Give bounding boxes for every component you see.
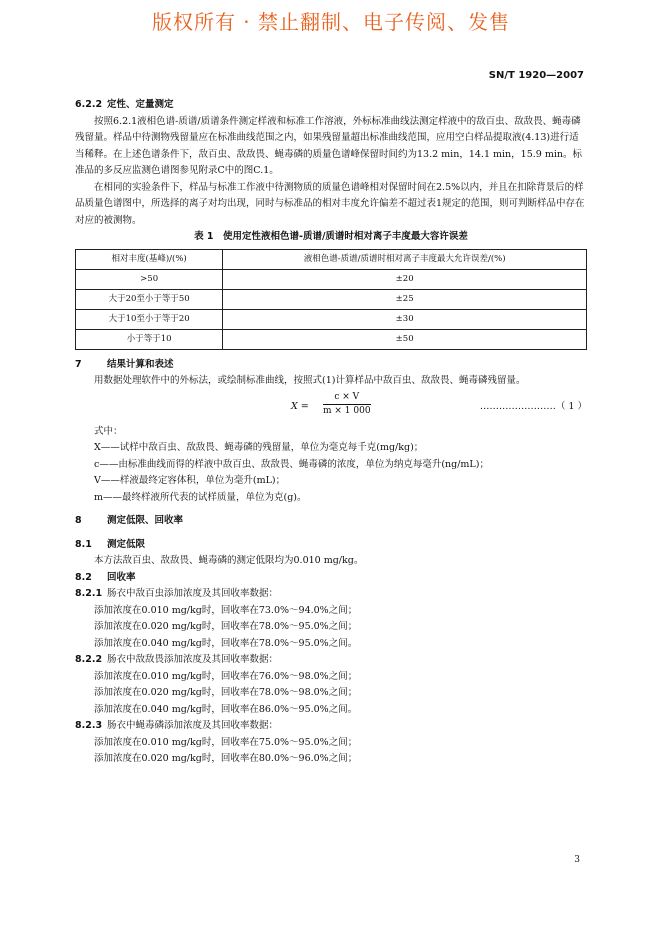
section-title: 定性、定量测定 (107, 99, 174, 110)
table-cell: >50 (76, 269, 223, 289)
section-heading-8-1 (75, 537, 587, 554)
variable-definition: c——由标准曲线而得的样液中敌百虫、敌敌畏、蝇毒磷的浓度，单位为纳克每毫升(ng/mL)； (94, 458, 489, 470)
formula-numerator: c × V (323, 391, 371, 405)
recovery-line: 添加浓度在0.020 mg/kg时，回收率在78.0%～95.0%之间； (94, 621, 358, 632)
table-header-cell: 液相色谱-质谱/质谱时相对离子丰度最大允许误差/(%) (223, 249, 587, 269)
table-row (76, 309, 587, 329)
subsection-heading-8-2-2 (75, 652, 587, 669)
section-number: 6.2.2 (75, 99, 103, 110)
formula-lhs: X = (291, 400, 309, 412)
paragraph: 在相同的实验条件下，样品与标准工作液中待测物质的质量色谱峰相对保留时间在2.5%以内，并且在扣除背景后的样品质量色谱图中，所选择的离子对均出现，同时与标准品的相对丰度允许偏差不超过表1规定的范围，则可判断样品中存在对应的被测物。 (75, 181, 585, 226)
table-header-cell: 相对丰度(基峰)/(%) (76, 249, 223, 269)
section-number: 8.2.1 (75, 588, 103, 599)
formula-label: ……………………（ 1 ） (479, 400, 587, 412)
table-cell: ±30 (223, 309, 587, 329)
section-number: 7 (75, 358, 82, 370)
recovery-line: 添加浓度在0.010 mg/kg时，回收率在76.0%～98.0%之间； (94, 670, 358, 682)
section-heading-7 (75, 357, 587, 374)
section-title: 回收率 (107, 571, 136, 583)
section-number: 8.2.2 (75, 654, 103, 665)
table-row (76, 289, 587, 309)
table-caption: 表 1 使用定性液相色谱-质谱/质谱时相对离子丰度最大容许误差 (194, 231, 468, 242)
table-cell: 小于等于10 (76, 329, 223, 349)
table-cell: 大于20至小于等于50 (76, 289, 223, 309)
formula-denominator: m × 1 000 (323, 405, 371, 416)
recovery-line: 添加浓度在0.040 mg/kg时，回收率在86.0%～95.0%之间。 (94, 703, 358, 715)
page-number: 3 (574, 855, 580, 865)
recovery-line: 添加浓度在0.020 mg/kg时，回收率在78.0%～98.0%之间； (94, 687, 358, 698)
section-number: 8.1 (75, 538, 92, 550)
copyright-watermark: 版权所有 · 禁止翻制、电子传阅、发售 (151, 10, 511, 34)
section-title: 测定低限、回收率 (107, 515, 184, 526)
table-cell: ±25 (223, 289, 587, 309)
table-row (76, 329, 587, 349)
recovery-line: 添加浓度在0.020 mg/kg时，回收率在80.0%～96.0%之间； (94, 753, 358, 764)
variable-definition: m——最终样液所代表的试样质量，单位为克(g)。 (94, 491, 307, 503)
section-number: 8.2 (75, 571, 92, 583)
table-row (76, 269, 587, 289)
subsection-title: 肠衣中敌百虫添加浓度及其回收率数据： (107, 588, 279, 599)
recovery-line: 添加浓度在0.040 mg/kg时，回收率在78.0%～95.0%之间。 (94, 637, 358, 649)
variable-definition: V——样液最终定容体积，单位为毫升(mL)； (94, 475, 286, 486)
paragraph: 用数据处理软件中的外标法，或绘制标准曲线，按照式(1)计算样品中敌百虫、敌敌畏、蝇毒磷残留量。 (94, 375, 526, 386)
where-label: 式中： (94, 425, 123, 437)
subsection-title: 肠衣中敌敌畏添加浓度及其回收率数据： (107, 654, 279, 665)
section-title: 结果计算和表述 (107, 358, 174, 370)
section-number: 8 (75, 515, 82, 526)
formula-fraction (323, 391, 371, 418)
table-cell: ±20 (223, 269, 587, 289)
section-title: 测定低限 (107, 538, 146, 550)
formula (75, 390, 587, 424)
table-cell: 大于10至小于等于20 (76, 309, 223, 329)
section-heading-6-2-2 (75, 97, 587, 114)
paragraph: 按照6.2.1液相色谱-质谱/质谱条件测定样液和标准工作溶液，外标标准曲线法测定样液中的敌百虫、敌敌畏、蝇毒磷残留量。样品中待测物残留量应在标准曲线范围之内，如果残留量超出标准曲线范围，应用空白样品提取液(4.13)进行适当稀释。在上述色谱条件下，敌百虫、敌敌畏、蝇毒磷的质量色谱峰保留时间约为13.2 min，14.1 min，15.9 min。标准品的多反应监测色谱图参见附录C中的图C.1。 (75, 115, 583, 176)
recovery-line: 添加浓度在0.010 mg/kg时，回收率在73.0%～94.0%之间； (94, 604, 358, 616)
section-heading-8-2 (75, 570, 587, 587)
variable-definition: X——试样中敌百虫、敌敌畏、蝇毒磷的残留量，单位为毫克每千克(mg/kg)； (94, 442, 424, 453)
tolerance-table (75, 249, 587, 350)
paragraph: 本方法敌百虫、敌敌畏、蝇毒磷的测定低限均为0.010 mg/kg。 (94, 555, 364, 566)
table-cell: ±50 (223, 329, 587, 349)
section-heading-8 (75, 513, 587, 530)
recovery-line: 添加浓度在0.010 mg/kg时，回收率在75.0%～95.0%之间； (94, 736, 358, 748)
subsection-heading-8-2-1 (75, 586, 587, 603)
document-body (75, 97, 587, 768)
section-number: 8.2.3 (75, 720, 103, 731)
subsection-title: 肠衣中蝇毒磷添加浓度及其回收率数据： (107, 720, 279, 731)
table-header-row (76, 249, 587, 269)
subsection-heading-8-2-3 (75, 718, 587, 735)
standard-number: SN/T 1920—2007 (488, 70, 584, 81)
